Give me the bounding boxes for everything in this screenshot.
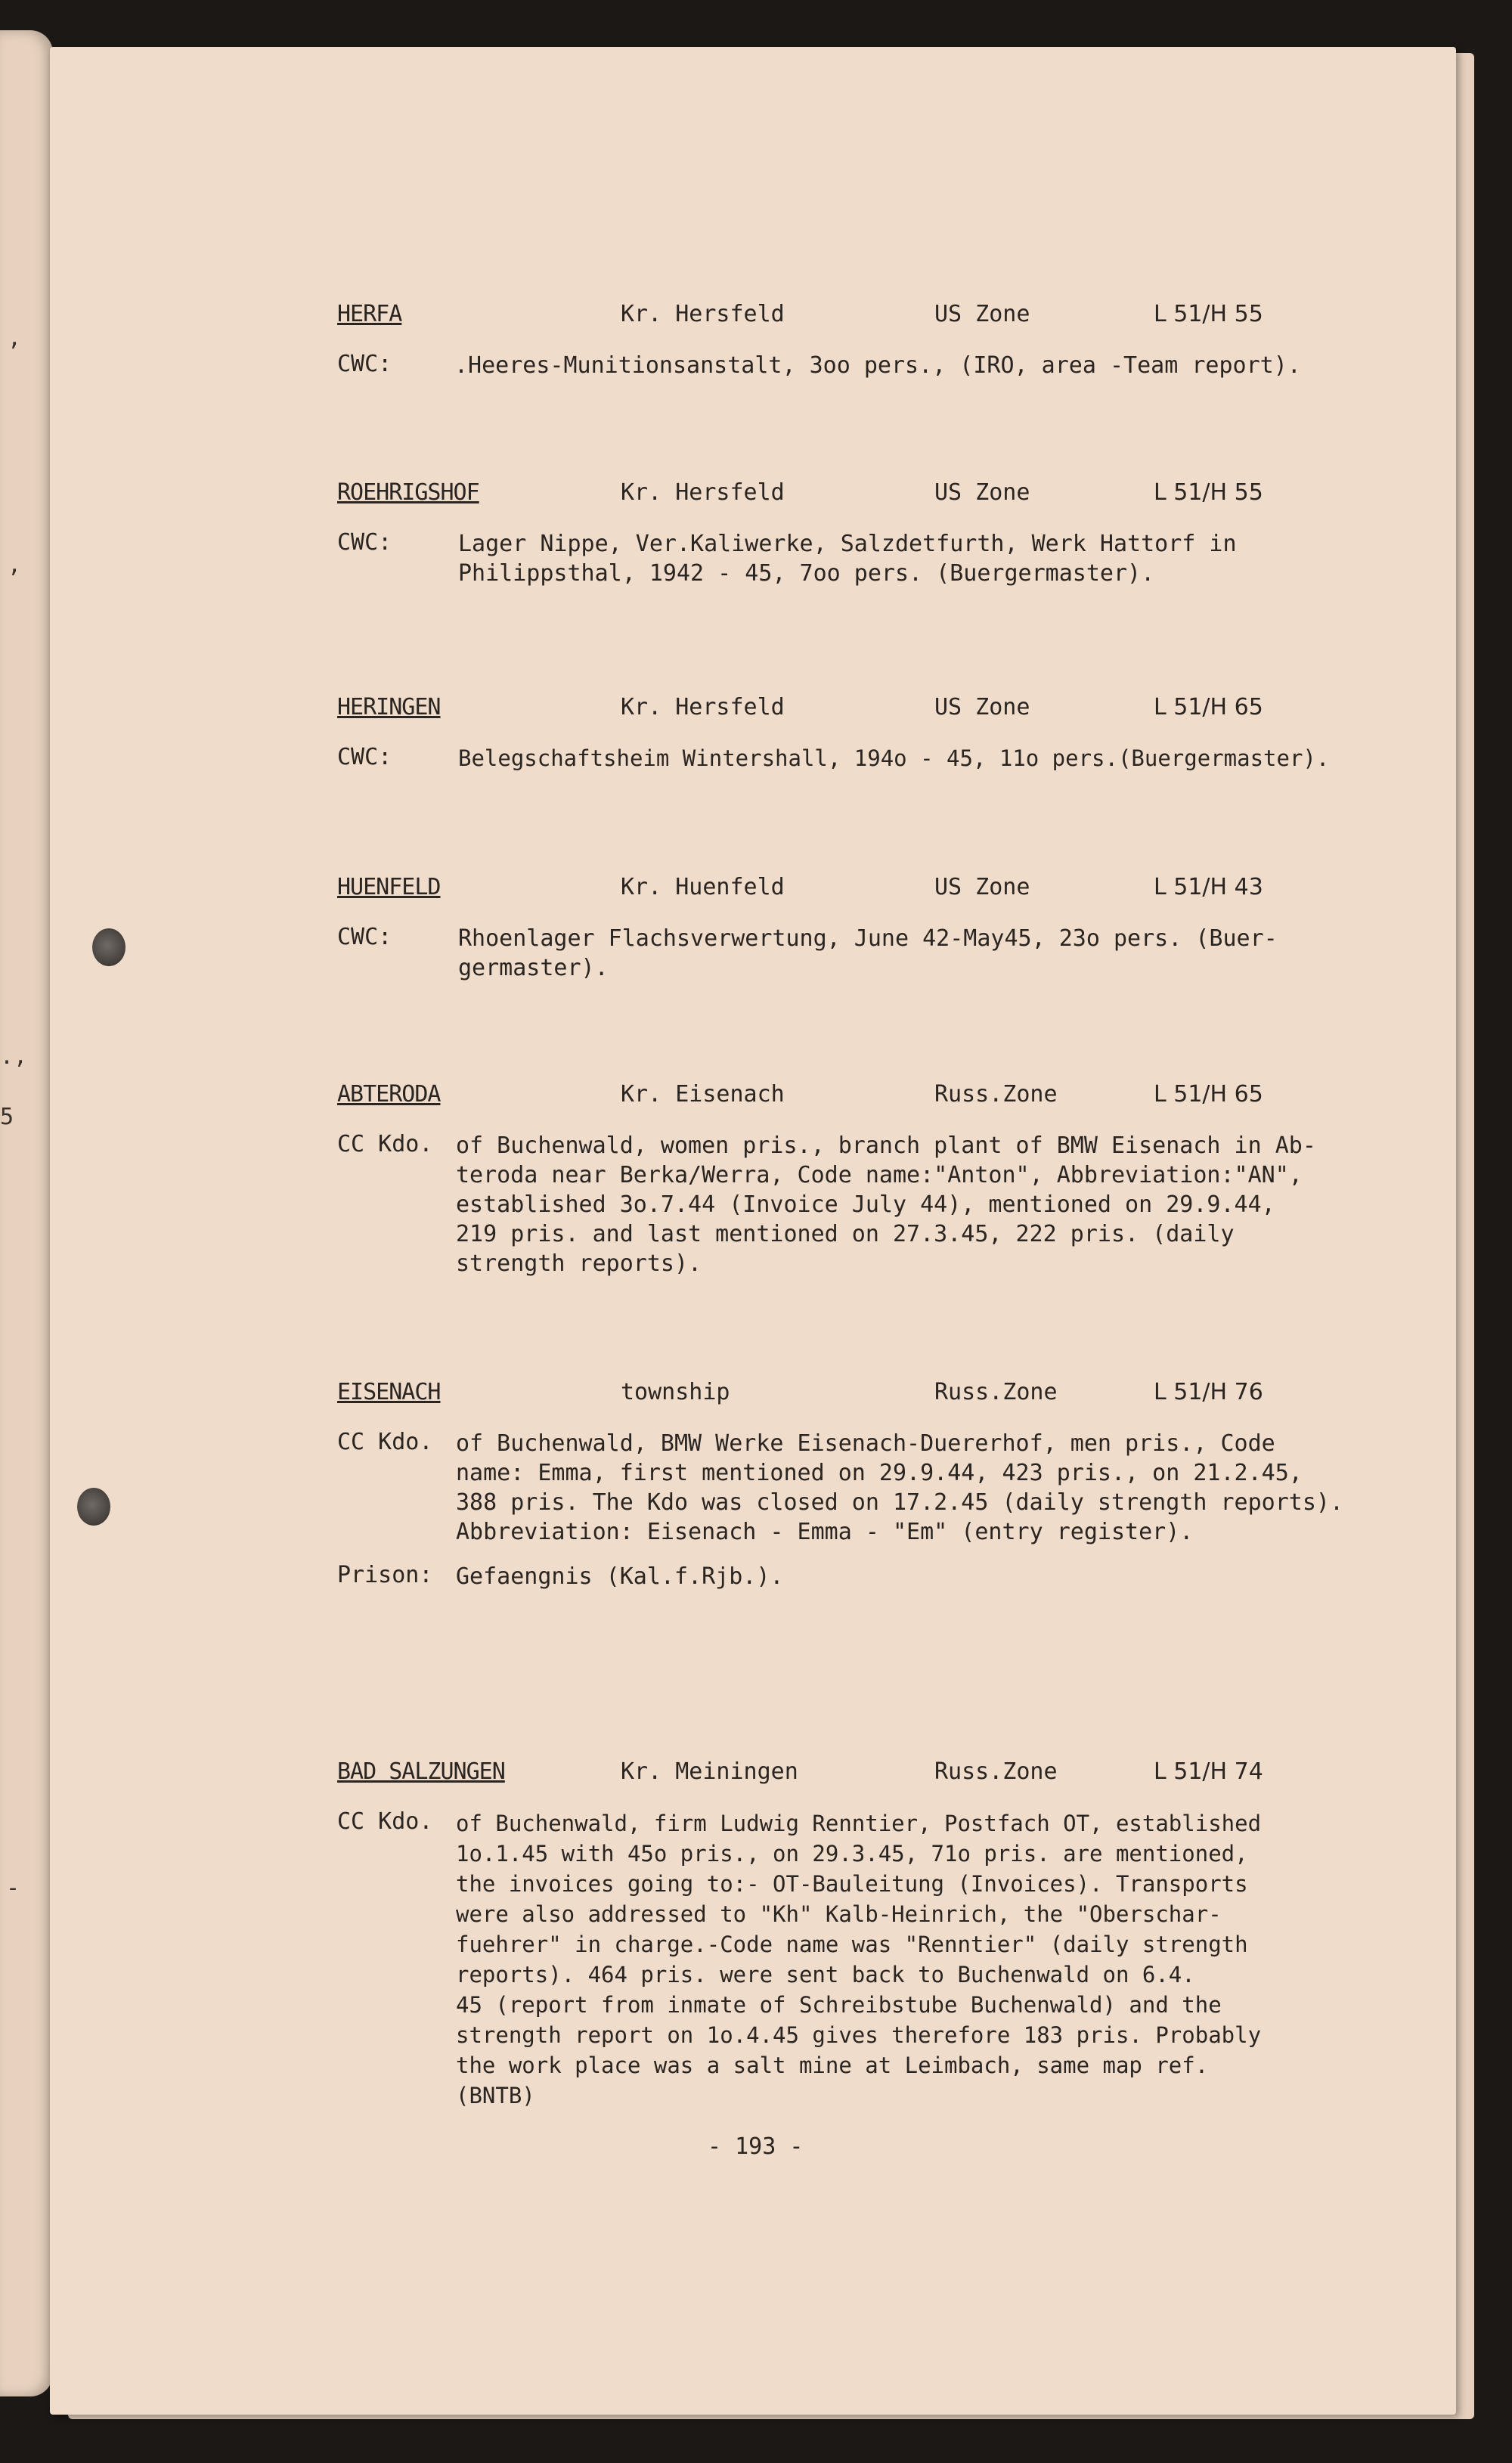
district: Kr. Hersfeld [621, 479, 785, 506]
entry-eisenach [337, 1379, 1426, 1591]
row-label: CWC: [337, 924, 392, 950]
zone: Russ.Zone [934, 1379, 1058, 1405]
previous-page-edge: , , ., 5 - [0, 30, 53, 2396]
district: township [621, 1379, 730, 1405]
entry-abteroda [337, 1081, 1426, 1278]
punch-hole-bottom [77, 1488, 110, 1526]
map-reference: L 51/H 65 [1154, 694, 1263, 720]
punch-hole-top [92, 928, 125, 966]
entry-header [337, 1758, 1426, 1792]
zone: US Zone [934, 694, 1030, 720]
row-text: Lager Nippe, Ver.Kaliwerke, Salzdetfurth, Werk Hattorf in Philippsthal, 1942 - 45, 7oo pers. (Buergermaster). [458, 531, 1237, 587]
entry-row [337, 1429, 1426, 1547]
zone: US Zone [934, 874, 1030, 900]
entry-header [337, 1379, 1426, 1412]
district: Kr. Eisenach [621, 1081, 785, 1108]
entry-row [337, 924, 1426, 983]
entry-row [337, 351, 1426, 380]
entry-header [337, 301, 1426, 334]
entry-row [337, 1808, 1426, 2111]
place-name: HERFA [337, 301, 402, 327]
row-label: Prison: [337, 1562, 433, 1588]
zone: US Zone [934, 479, 1030, 506]
map-reference: L 51/H 55 [1154, 301, 1263, 327]
place-name: ABTERODA [337, 1081, 441, 1108]
entry-row [337, 744, 1426, 773]
zone: Russ.Zone [934, 1758, 1058, 1785]
row-text: Belegschaftsheim Wintershall, 194o - 45, 11o pers.(Buergermaster). [458, 745, 1330, 771]
row-label: CC Kdo. [337, 1429, 433, 1455]
row-label: CC Kdo. [337, 1131, 433, 1157]
entry-row [337, 1131, 1426, 1278]
document-page [50, 47, 1456, 2415]
entry-row [337, 529, 1426, 588]
place-name: HUENFELD [337, 874, 441, 900]
entry-bad-salzungen [337, 1758, 1426, 2111]
row-text: Gefaengnis (Kal.f.Rjb.). [456, 1563, 784, 1590]
row-label: CWC: [337, 529, 392, 556]
entry-huenfeld [337, 874, 1426, 983]
entry-herfa [337, 301, 1426, 380]
row-text: Rhoenlager Flachsverwertung, June 42-May45, 23o pers. (Buer- germaster). [458, 925, 1278, 981]
district: Kr. Hersfeld [621, 694, 785, 720]
district: Kr. Huenfeld [621, 874, 785, 900]
page-number: - 193 - [708, 2133, 804, 2160]
map-reference: L 51/H 43 [1154, 874, 1263, 900]
district: Kr. Meiningen [621, 1758, 798, 1785]
row-label: CC Kdo. [337, 1808, 433, 1835]
row-text: of Buchenwald, women pris., branch plant of BMW Eisenach in Ab- teroda near Berka/Werra, Code name:"Anton", Abbreviation:"AN", established 3o.7.44 (Invoice July 44), mentioned on 29.9.44, 219 pris. and last mentioned on 27.3.45, 222 pris. (daily strength reports). [456, 1132, 1316, 1277]
entry-header [337, 694, 1426, 727]
entry-header [337, 479, 1426, 513]
map-reference: L 51/H 74 [1154, 1758, 1263, 1785]
row-label: CWC: [337, 744, 392, 770]
entry-header [337, 874, 1426, 907]
place-name: HERINGEN [337, 694, 441, 720]
row-text: .Heeres-Munitionsanstalt, 3oo pers., (IRO, area -Team report). [454, 352, 1301, 379]
map-reference: L 51/H 55 [1154, 479, 1263, 506]
zone: US Zone [934, 301, 1030, 327]
entry-heringen [337, 694, 1426, 773]
row-text: of Buchenwald, firm Ludwig Renntier, Postfach OT, established 1o.1.45 with 45o pris., on 29.3.45, 71o pris. are mentioned, the invoices going to:- OT-Bauleitung (Invoices). Transports were also addressed to "Kh" Kalb-Heinrich, the "Oberschar- fuehrer" in charge.-Code name was "Renntier" (daily strength reports). 464 pris. were sent back to Buchenwald on 6.4. 45 (report from inmate of Schreibstube Buchenwald) and the strength report on 1o.4.45 gives therefore 183 pris. Probably the work place was a salt mine at Leimbach, same map ref. (BNTB) [456, 1811, 1262, 2108]
entry-roehrigshof [337, 479, 1426, 588]
row-text: of Buchenwald, BMW Werke Eisenach-Duererhof, men pris., Code name: Emma, first mentioned on 29.9.44, 423 pris., on 21.2.45, 388 pris. The Kdo was closed on 17.2.45 (daily strength reports). Abbreviation: Eisenach - Emma - "Em" (entry register). [456, 1430, 1343, 1545]
zone: Russ.Zone [934, 1081, 1058, 1108]
entry-header [337, 1081, 1426, 1114]
map-reference: L 51/H 65 [1154, 1081, 1263, 1108]
district: Kr. Hersfeld [621, 301, 785, 327]
entry-row [337, 1562, 1426, 1591]
row-label: CWC: [337, 351, 392, 377]
map-reference: L 51/H 76 [1154, 1379, 1263, 1405]
place-name: EISENACH [337, 1379, 441, 1405]
place-name: BAD SALZUNGEN [337, 1758, 505, 1785]
place-name: ROEHRIGSHOF [337, 479, 479, 506]
